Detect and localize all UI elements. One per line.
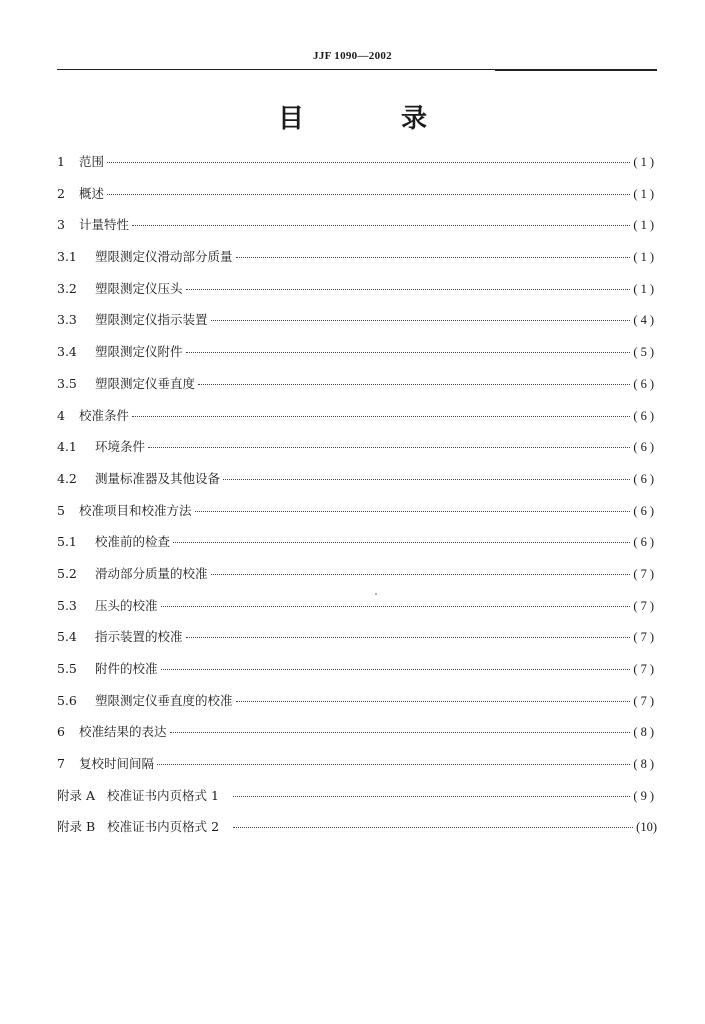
- toc-entry: [57, 184, 657, 216]
- toc-dot-leader: [186, 637, 631, 638]
- toc-entry-page: (9): [633, 788, 657, 803]
- toc-entry: [57, 754, 657, 786]
- toc-entry-page: (6): [633, 503, 657, 518]
- toc-entry-page: (6): [633, 408, 657, 423]
- toc-entry-title: 环境条件: [95, 439, 146, 455]
- toc-dot-leader: [186, 352, 631, 353]
- toc-entry-page: (1): [633, 218, 657, 233]
- toc-entry-number: 4.2: [57, 470, 77, 486]
- toc-entry-number: 2: [57, 185, 65, 201]
- scan-speck: [375, 593, 377, 595]
- page-title: 目 录: [277, 104, 472, 134]
- toc-dot-leader: [233, 796, 630, 797]
- toc-entry: [57, 437, 657, 469]
- toc-entry: [57, 279, 657, 311]
- toc-entry-page: (7): [633, 693, 657, 708]
- toc-entry: [57, 786, 657, 818]
- toc-entry-number: 3.1: [57, 249, 77, 265]
- toc-dot-leader: [173, 542, 630, 543]
- toc-entry-title: 附件的校准: [95, 661, 158, 676]
- toc-entry-page: (7): [633, 566, 657, 581]
- toc-entry-title: 校准项目和校准方法: [79, 502, 192, 518]
- toc-dot-leader: [148, 447, 630, 448]
- toc-entry-number: 5.3: [57, 597, 77, 613]
- toc-entry: [57, 564, 657, 596]
- toc-entry-number: 6: [57, 724, 65, 740]
- toc-entry: [57, 310, 657, 342]
- toc-dot-leader: [211, 574, 631, 575]
- toc-entry: [57, 342, 657, 374]
- toc-entry: [57, 406, 657, 438]
- toc-entry: [57, 627, 657, 659]
- toc-dot-leader: [198, 384, 630, 385]
- toc-entry: [57, 691, 657, 723]
- toc-entry-number: 4: [57, 407, 65, 423]
- toc-entry-number: 附录 B: [57, 819, 96, 835]
- toc-entry-page: (1): [633, 281, 657, 296]
- toc-entry-title: 校准证书内页格式 1: [107, 787, 219, 803]
- toc-entry-page: (6): [633, 471, 657, 486]
- toc-entry-page: (1): [633, 250, 657, 265]
- toc-entry-page: (1): [633, 186, 657, 201]
- toc-entry-title: 校准条件: [79, 407, 130, 423]
- toc-dot-leader: [223, 479, 630, 480]
- toc-dot-leader: [107, 162, 630, 163]
- toc-entry-number: 3.4: [57, 344, 77, 360]
- toc-dot-leader: [211, 320, 631, 321]
- toc-dot-leader: [132, 225, 630, 226]
- toc-entry-title: 指示装置的校准: [95, 629, 183, 645]
- table-of-contents: [57, 152, 657, 849]
- toc-entry-title: 概述: [79, 185, 105, 201]
- toc-entry-number: 5.1: [57, 534, 77, 550]
- toc-dot-leader: [236, 701, 631, 702]
- document-code: JJF 1090—2002: [313, 50, 392, 62]
- toc-entry-number: 5.4: [57, 629, 77, 645]
- toc-dot-leader: [161, 606, 631, 607]
- toc-entry: [57, 501, 657, 533]
- toc-entry-number: 3.3: [57, 312, 77, 328]
- toc-entry: [57, 374, 657, 406]
- toc-entry-title: 校准前的检查: [95, 534, 171, 550]
- toc-entry: [57, 152, 657, 184]
- toc-entry-page: (10): [636, 820, 657, 835]
- toc-entry-number: 5.2: [57, 565, 77, 581]
- toc-entry-number: 4.1: [57, 439, 77, 455]
- toc-entry-number: 5.5: [57, 661, 77, 676]
- toc-entry-page: (5): [633, 345, 657, 360]
- toc-dot-leader: [132, 416, 630, 417]
- toc-entry-title: 塑限测定仪垂直度: [95, 375, 196, 391]
- toc-entry-title: 计量特性: [79, 217, 130, 233]
- toc-dot-leader: [233, 827, 633, 828]
- toc-dot-leader: [195, 511, 631, 512]
- toc-entry-title: 塑限测定仪压头: [95, 280, 183, 296]
- toc-entry-number: 5.6: [57, 692, 77, 708]
- toc-entry: [57, 659, 657, 691]
- toc-entry: [57, 596, 657, 628]
- toc-entry-title: 塑限测定仪附件: [95, 344, 183, 360]
- toc-entry-page: (6): [633, 440, 657, 455]
- toc-entry-title: 塑限测定仪垂直度的校准: [95, 692, 233, 708]
- toc-entry-number: 3: [57, 217, 65, 233]
- toc-dot-leader: [170, 732, 631, 733]
- toc-dot-leader: [157, 764, 630, 765]
- toc-entry-title: 范围: [79, 154, 105, 169]
- toc-entry-page: (7): [633, 630, 657, 645]
- toc-entry: [57, 817, 657, 849]
- toc-entry: [57, 532, 657, 564]
- toc-entry-number: 3.5: [57, 375, 77, 391]
- toc-entry: [57, 215, 657, 247]
- toc-entry-page: (1): [633, 155, 657, 169]
- header-rule-accent: [495, 69, 657, 71]
- toc-entry-title: 塑限测定仪滑动部分质量: [95, 249, 233, 265]
- toc-entry-number: 7: [57, 756, 65, 772]
- toc-dot-leader: [107, 194, 630, 195]
- toc-entry-page: (6): [633, 535, 657, 550]
- toc-entry-page: (8): [633, 725, 657, 740]
- toc-dot-leader: [236, 257, 631, 258]
- toc-entry-number: 1: [57, 154, 65, 169]
- toc-entry-page: (8): [633, 757, 657, 772]
- toc-entry-page: (7): [633, 598, 657, 613]
- toc-entry-title: 测量标准器及其他设备: [95, 470, 221, 486]
- toc-entry: [57, 722, 657, 754]
- toc-entry-page: (7): [633, 662, 657, 676]
- toc-entry-title: 塑限测定仪指示装置: [95, 312, 208, 328]
- toc-entry-number: 附录 A: [57, 787, 96, 803]
- toc-entry-number: 3.2: [57, 280, 77, 296]
- toc-dot-leader: [186, 289, 631, 290]
- toc-entry: [57, 247, 657, 279]
- toc-entry-number: 5: [57, 502, 65, 518]
- toc-entry-title: 复校时间间隔: [79, 756, 155, 772]
- toc-entry-title: 校准结果的表达: [79, 724, 167, 740]
- toc-entry-title: 滑动部分质量的校准: [95, 565, 208, 581]
- toc-entry-title: 压头的校准: [95, 597, 158, 613]
- toc-entry-page: (6): [633, 376, 657, 391]
- toc-entry-title: 校准证书内页格式 2: [107, 819, 220, 835]
- toc-entry: [57, 469, 657, 501]
- toc-entry-page: (4): [633, 313, 657, 328]
- toc-dot-leader: [161, 669, 631, 670]
